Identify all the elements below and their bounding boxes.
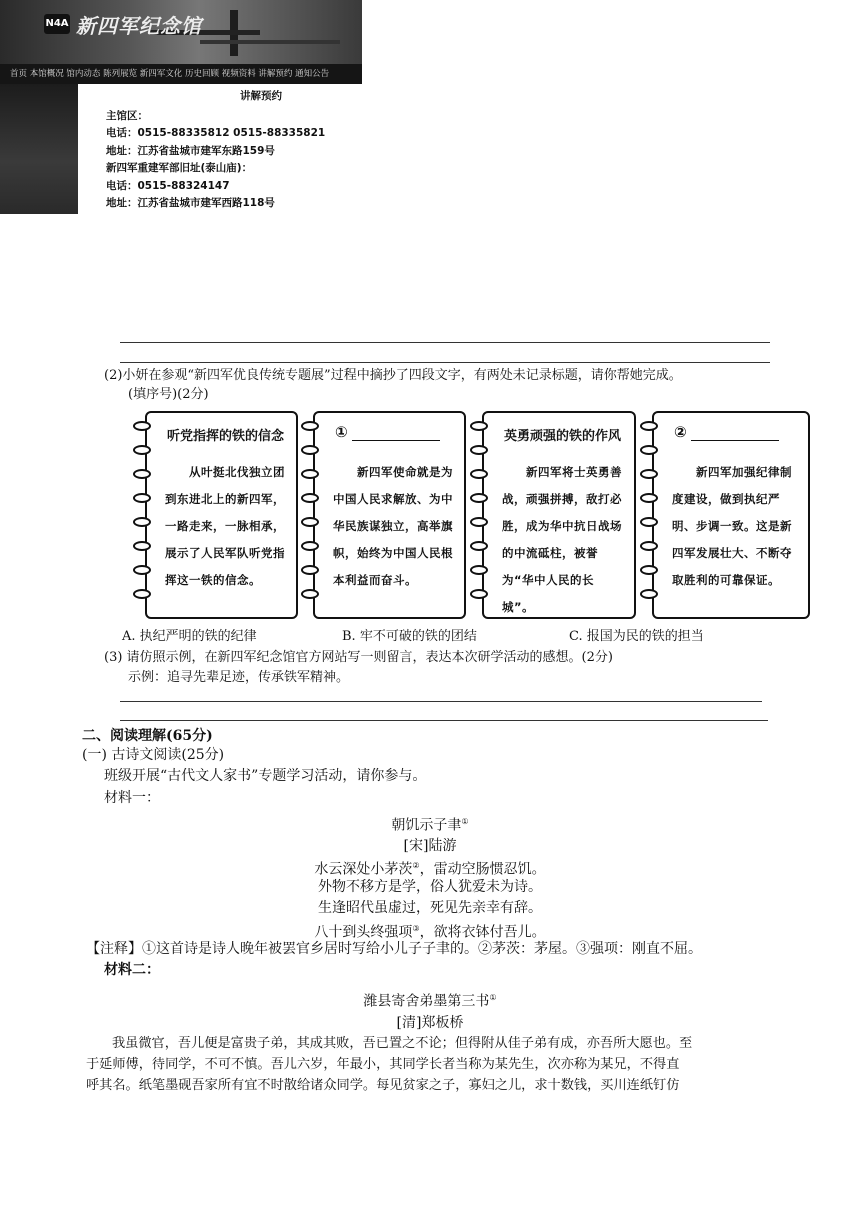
notebook-card-2	[313, 411, 466, 619]
website-line: 地址：江苏省盐城市建军西路118号	[106, 197, 275, 209]
spiral-binding-icon	[470, 421, 490, 611]
notebook-card-3	[482, 411, 636, 619]
section-heading: 二、阅读理解(65分)	[82, 728, 213, 744]
letter-line: 于延师傅，待同学，不可不慎。吾儿六岁，年最小，其同学长者当称为某先生，次亦称为某兄，不得直	[86, 1057, 680, 1072]
website-side-image	[0, 84, 78, 214]
card-title: 听党指挥的铁的信念	[167, 429, 285, 444]
answer-line[interactable]	[120, 701, 762, 702]
letter-body	[86, 1033, 776, 1096]
answer-line[interactable]	[120, 342, 770, 343]
website-content	[106, 88, 356, 213]
website-line: 主馆区：	[106, 109, 148, 122]
website-heading: 讲解预约	[240, 90, 282, 102]
card-title: 英勇顽强的铁的作风	[504, 429, 622, 444]
material-1-label: 材料一：	[104, 790, 160, 806]
website-nav: 首页 本馆概况 馆内动态 陈列展览 新四军文化 历史回顾 视频资料 讲解预约 通知公告	[0, 64, 362, 84]
letter-title: 潍县寄舍弟墨第三书①	[363, 993, 497, 1010]
letter-author: [清]郑板桥	[396, 1015, 464, 1031]
spiral-binding-icon	[133, 421, 153, 611]
letter-line: 我虽微官，吾儿便是富贵子弟，其成其败，吾已置之不论；但得附从佳子弟有成，亦吾所大愿也。至	[112, 1036, 693, 1051]
letter-line: 呼其名。纸笔墨砚吾家所有宜不时散给诸众同学。每见贫家之子，寡妇之儿，求十数钱，买川连纸钉仿	[86, 1078, 680, 1093]
poem-line: 外物不移方是学，俗人犹爱未为诗。	[318, 879, 542, 895]
card-number: ②	[674, 423, 687, 441]
poem-note: 【注释】①这首诗是诗人晚年被罢官乡居时写给小儿子子聿的。②茅茨：茅屋。③强项：刚直不屈。	[86, 941, 702, 957]
intro-text: 班级开展“古代文人家书”专题学习活动，请你参与。	[104, 768, 427, 784]
option-a: A. 执纪严明的铁的纪律	[122, 629, 257, 644]
material-2-label: 材料二：	[104, 962, 160, 978]
website-line: 电话：0515-88335812 0515-88335821	[106, 127, 326, 139]
poem-line: 水云深处小茅茨②，雷动空肠惯忍饥。	[314, 861, 546, 878]
q3-text: (3) 请仿照示例，在新四军纪念馆官方网站写一则留言，表达本次研学活动的感想。(2分)	[104, 650, 613, 665]
notebook-card-4	[652, 411, 810, 619]
answer-line[interactable]	[120, 362, 770, 363]
option-c: C. 报国为民的铁的担当	[569, 629, 704, 644]
card-blank-title[interactable]	[674, 423, 779, 441]
notebook-card-1	[145, 411, 298, 619]
poem-title: 朝饥示子聿①	[391, 817, 469, 834]
website-line: 地址：江苏省盐城市建军东路159号	[106, 144, 275, 157]
q2-score: (填序号)(2分)	[128, 387, 209, 402]
website-title: 新四军纪念馆	[76, 14, 202, 38]
spiral-binding-icon	[301, 421, 321, 611]
subsection-heading: (一) 古诗文阅读(25分)	[82, 747, 225, 763]
poem-line: 生逢昭代虽虚过，死见先亲幸有辞。	[318, 900, 542, 916]
answer-line[interactable]	[120, 720, 768, 721]
card-body: 新四军使命就是为中国人民求解放、为中华民族谋独立，高举旗帜，始终为中国人民根本利益而奋斗。	[333, 465, 453, 587]
card-body: 新四军加强纪律制度建设，做到执纪严明、步调一致。这是新四军发展壮大、不断夺取胜利的可靠保证。	[672, 465, 792, 587]
spiral-binding-icon	[640, 421, 660, 611]
card-number: ①	[335, 423, 348, 441]
website-screenshot	[0, 0, 362, 214]
museum-logo-icon: N4A	[44, 14, 70, 34]
option-b: B. 牢不可破的铁的团结	[342, 629, 477, 644]
website-banner	[0, 0, 362, 64]
card-body: 从叶挺北伐独立团到东进北上的新四军，一路走来，一脉相承，展示了人民军队听党指挥这一铁的信念。	[165, 465, 285, 587]
poem-line: 八十到头终强项③，欲将衣钵付吾儿。	[314, 924, 546, 941]
card-body: 新四军将士英勇善战，顽强拼搏，敌打必胜，成为华中抗日战场的中流砥柱，被誉为“华中人民的长城”。	[502, 465, 622, 614]
q2-text: (2)小妍在参观“新四军优良传统专题展”过程中摘抄了四段文字，有两处未记录标题，请你帮她完成。	[104, 368, 682, 383]
card-blank-title[interactable]	[335, 423, 440, 441]
q3-example: 示例：追寻先辈足迹，传承铁军精神。	[128, 670, 350, 685]
website-line: 新四军重建军部旧址(泰山庙)：	[106, 162, 253, 174]
website-line: 电话：0515-88324147	[106, 179, 230, 192]
poem-author: [宋]陆游	[403, 838, 457, 854]
